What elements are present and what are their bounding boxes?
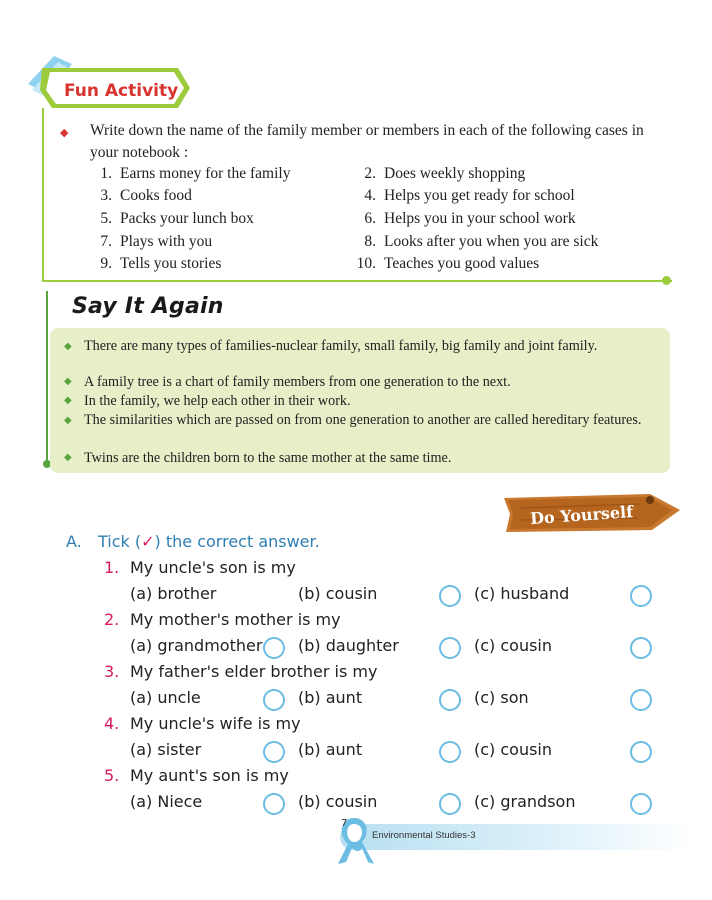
section-a-title: Tick (✓) the correct answer. [98, 532, 320, 551]
do-yourself-sign [500, 490, 682, 534]
answer-circle-a[interactable] [263, 793, 285, 815]
answer-circle-c[interactable] [630, 741, 652, 763]
green-bullet-icon: ◆ [64, 341, 72, 352]
ribbon-icon [332, 814, 376, 868]
option-a: (a) uncle [130, 688, 201, 707]
answer-circle-a[interactable] [263, 637, 285, 659]
question-text: My aunt's son is my [130, 766, 289, 785]
answer-circle-b[interactable] [439, 741, 461, 763]
option-a: (a) Niece [130, 792, 203, 811]
answer-circle-a[interactable] [263, 689, 285, 711]
answer-circle-a[interactable] [263, 741, 285, 763]
question-text: My father's elder brother is my [130, 662, 378, 681]
question-number: 2. [104, 610, 120, 629]
say-point-5: Twins are the children born to the same mother at the same time. [84, 450, 452, 466]
green-bullet-icon: ◆ [64, 376, 72, 387]
option-b: (b) cousin [298, 584, 378, 603]
book-title: Environmental Studies-3 [372, 830, 476, 841]
fun-item-9: 9. Tells you stories [100, 255, 222, 272]
fun-item-1: 1. Earns money for the family [100, 165, 291, 182]
option-b: (b) daughter [298, 636, 399, 655]
fun-activity-intro: Write down the name of the family member or members in each of the following cases in your notebook : [90, 122, 644, 161]
say-point-4: The similarities which are passed on from one generation to another are called hereditary features. [84, 412, 642, 428]
answer-circle-b[interactable] [439, 793, 461, 815]
question-number: 4. [104, 714, 120, 733]
answer-circle-b[interactable] [439, 585, 461, 607]
option-a: (a) grandmother [130, 636, 263, 655]
fun-item-3: 3. Cooks food [100, 187, 192, 204]
fun-item-5: 5. Packs your lunch box [100, 210, 254, 227]
answer-circle-c[interactable] [630, 689, 652, 711]
question-text: My uncle's son is my [130, 558, 296, 577]
fun-item-8: 8. Looks after you when you are sick [364, 233, 599, 250]
option-b: (b) aunt [298, 688, 363, 707]
option-a: (a) sister [130, 740, 202, 759]
diamond-bullet-icon: ◆ [60, 126, 69, 139]
question-number: 1. [104, 558, 120, 577]
question-number: 5. [104, 766, 120, 785]
question-text: My mother's mother is my [130, 610, 341, 629]
option-c: (c) son [474, 688, 529, 707]
do-yourself-label: Do Yourself [529, 502, 634, 529]
option-c: (c) cousin [474, 740, 553, 759]
say-point-1: There are many types of families-nuclear family, small family, big family and joint family. [84, 338, 598, 354]
green-bullet-icon: ◆ [64, 415, 72, 426]
answer-circle-b[interactable] [439, 689, 461, 711]
page-number: 7 [341, 818, 348, 829]
fun-item-2: 2. Does weekly shopping [364, 165, 526, 182]
say-point-2: A family tree is a chart of family members from one generation to the next. [84, 374, 511, 390]
section-a-letter: A. [66, 532, 82, 551]
say-it-again-rail [46, 291, 48, 463]
option-c: (c) grandson [474, 792, 576, 811]
fun-item-6: 6. Helps you in your school work [364, 210, 576, 227]
answer-circle-b[interactable] [439, 637, 461, 659]
option-b: (b) cousin [298, 792, 378, 811]
option-b: (b) aunt [298, 740, 363, 759]
say-it-again-title: Say It Again [72, 294, 224, 319]
answer-circle-c[interactable] [630, 793, 652, 815]
question-number: 3. [104, 662, 120, 681]
tick-mark-icon: ✓ [141, 532, 155, 551]
answer-circle-c[interactable] [630, 585, 652, 607]
green-bullet-icon: ◆ [64, 452, 72, 463]
answer-circle-c[interactable] [630, 637, 652, 659]
fun-item-7: 7. Plays with you [100, 233, 213, 250]
fun-item-4: 4. Helps you get ready for school [364, 187, 575, 204]
green-bullet-icon: ◆ [64, 395, 72, 406]
fun-activity-title: Fun Activity [64, 81, 179, 101]
option-c: (c) cousin [474, 636, 553, 655]
fun-box-end-dot [662, 276, 671, 285]
option-c: (c) husband [474, 584, 570, 603]
question-text: My uncle's wife is my [130, 714, 301, 733]
fun-item-10: 10. Teaches you good values [356, 255, 540, 272]
fun-activity-badge [28, 50, 193, 112]
say-point-3: In the family, we help each other in their work. [84, 393, 351, 409]
option-a: (a) brother [130, 584, 217, 603]
